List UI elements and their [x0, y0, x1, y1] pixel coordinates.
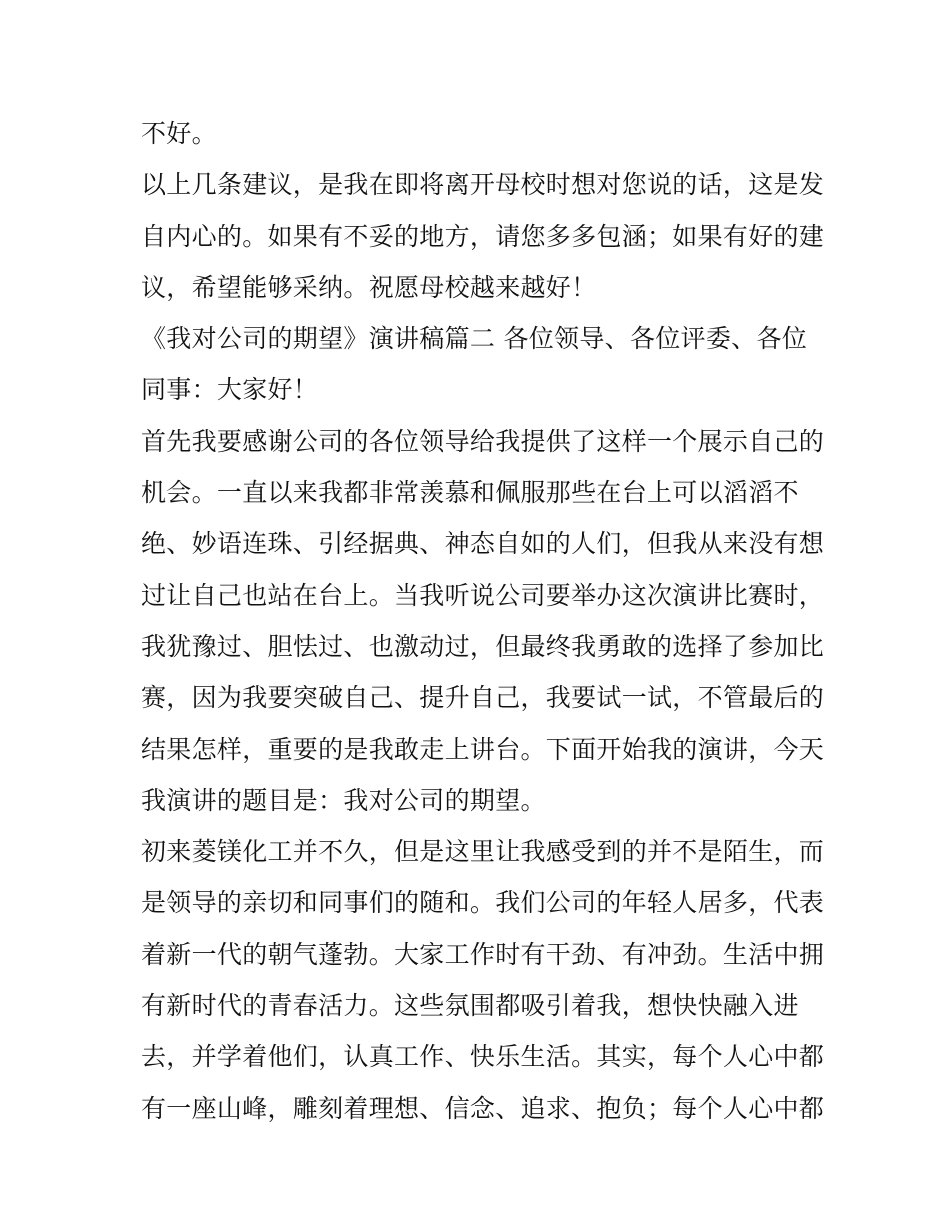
text-line: 我犹豫过、胆怯过、也激动过，但最终我勇敢的选择了参加比 [141, 631, 825, 661]
text-line: 自内心的。如果有不妥的地方，请您多多包涵；如果有好的建 [141, 221, 825, 251]
text-line: 着新一代的朝气蓬勃。大家工作时有干劲、有冲劲。生活中拥 [141, 939, 825, 969]
text-line: 机会。一直以来我都非常羡慕和佩服那些在台上可以滔滔不 [141, 478, 799, 508]
text-line: 以上几条建议，是我在即将离开母校时想对您说的话，这是发 [141, 170, 825, 200]
body-text [141, 108, 825, 1134]
text-line: 议，希望能够采纳。祝愿母校越来越好！ [141, 272, 597, 302]
text-line: 不好。 [141, 119, 217, 148]
text-line: 我演讲的题目是：我对公司的期望。 [141, 785, 546, 815]
text-line: 过让自己也站在台上。当我听说公司要举办这次演讲比赛时， [141, 580, 825, 610]
text-line: 去，并学着他们，认真工作、快乐生活。其实，每个人心中都 [141, 1042, 825, 1072]
section-heading-line: 《我对公司的期望》演讲稿篇二 各位领导、各位评委、各位 [141, 324, 808, 354]
text-line: 首先我要感谢公司的各位领导给我提供了这样一个展示自己的 [141, 426, 825, 456]
text-line: 有一座山峰，雕刻着理想、信念、追求、抱负；每个人心中都 [141, 1093, 825, 1123]
text-line: 绝、妙语连珠、引经据典、神态自如的人们，但我从来没有想 [141, 529, 825, 559]
text-line: 是领导的亲切和同事们的随和。我们公司的年轻人居多，代表 [141, 888, 825, 918]
text-line: 结果怎样，重要的是我敢走上讲台。下面开始我的演讲，今天 [141, 734, 825, 764]
text-line: 赛，因为我要突破自己、提升自己，我要试一试，不管最后的 [141, 683, 825, 713]
text-line: 初来菱镁化工并不久，但是这里让我感受到的并不是陌生，而 [141, 837, 825, 867]
text-line: 同事：大家好！ [141, 375, 319, 405]
text-line: 有新时代的青春活力。这些氛围都吸引着我，想快快融入进 [141, 991, 799, 1021]
